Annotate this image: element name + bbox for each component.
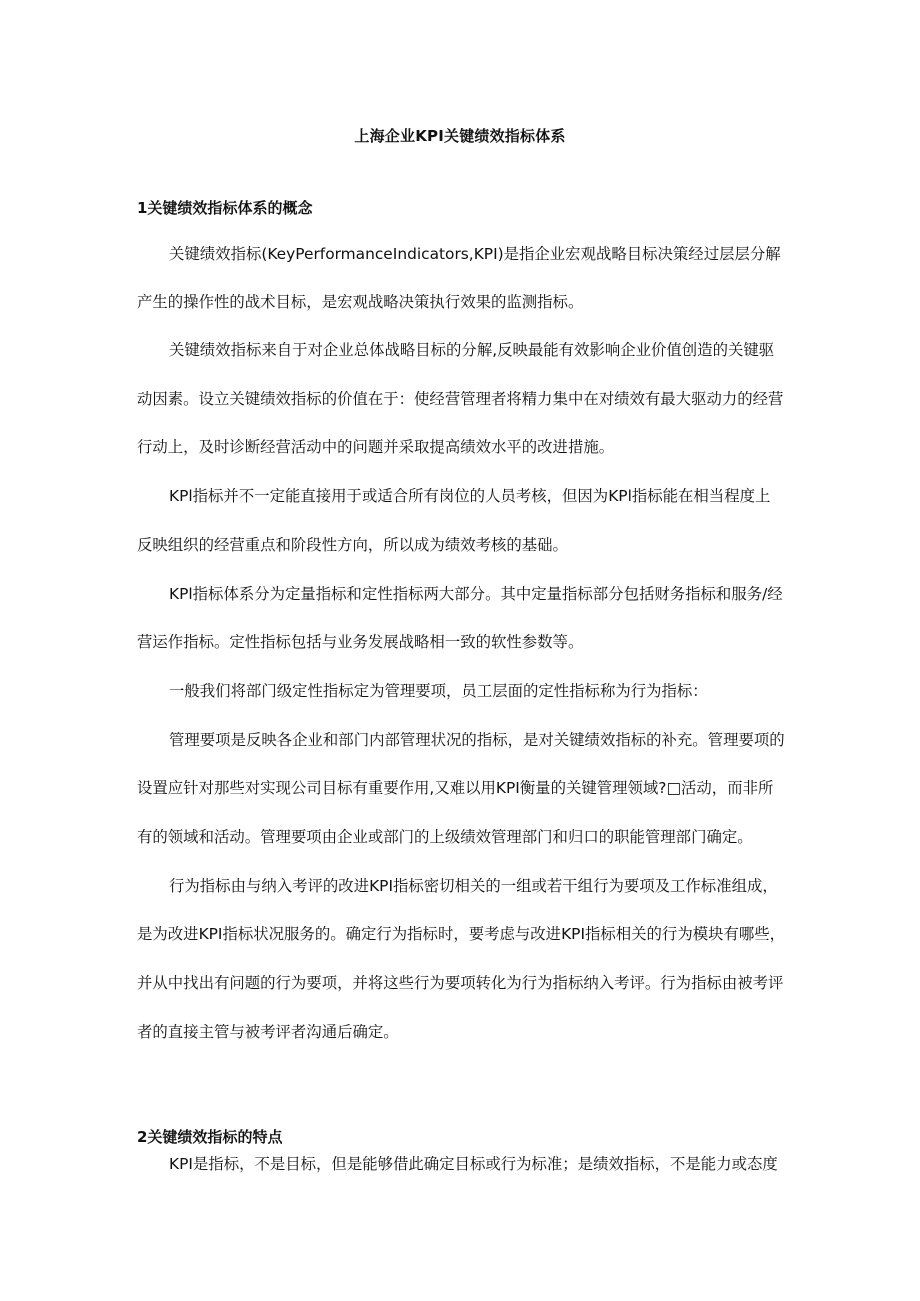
paragraph-line: 行动上，及时诊断经营活动中的问题并采取提高绩效水平的改进措施。 [137,438,615,456]
paragraph-line: KPI是指标，不是目标，但是能够借此确定目标或行为标准；是绩效指标，不是能力或态度 [169,1155,778,1173]
paragraph-line: KPl指标体系分为定量指标和定性指标两大部分。其中定量指标部分包括财务指标和服务/经 [169,585,783,603]
paragraph-line: 产生的操作性的战术目标，是宏观战略决策执行效果的监测指标。 [137,293,584,311]
paragraph-line: 是为改进KPI指标状况服务的。确定行为指标时，要考虑与改进KPI指标相关的行为模块有哪些， [137,925,786,943]
paragraph-line: 者的直接主管与被考评者沟通后确定。 [137,1023,399,1041]
paragraph-line: 设置应针对那些对实现公司目标有重要作用,又难以用KPI衡量的关键管理领域?□活动，而非所 [137,779,774,797]
document-title: 上海企业KPI关键绩效指标体系 [354,127,566,145]
paragraph-line: 关键绩效指标来自于对企业总体战略目标的分解,反映最能有效影响企业价值创造的关键驱 [169,341,775,359]
paragraph-line: 行为指标由与纳入考评的改进KPI指标密切相关的一组或若干组行为要项及工作标准组成， [169,877,778,895]
paragraph-line: 动因素。设立关键绩效指标的价值在于：使经营管理者将精力集中在对绩效有最大驱动力的经营 [137,390,784,408]
paragraph-line: 有的领域和活动。管理要项由企业或部门的上级绩效管理部门和归口的职能管理部门确定。 [137,828,753,846]
paragraph-line: 管理要项是反映各企业和部门内部管理状况的指标，是对关键绩效指标的补充。管理要项的 [169,731,785,749]
paragraph-line: 一般我们将部门级定性指标定为管理要项，员工层面的定性指标称为行为指标： [169,682,708,700]
paragraph-line: KPl指标并不一定能直接用于或适合所有岗位的人员考核，但因为KPl指标能在相当程度上 [169,487,771,505]
paragraph-line: 关键绩效指标(KeyPerformanceIndicators,KPI)是指企业宏观战略目标决策经过层层分解 [169,245,781,263]
paragraph-line: 并从中找出有问题的行为要项，并将这些行为要项转化为行为指标纳入考评。行为指标由被考评 [137,974,784,992]
section-1-heading: 1关键绩效指标体系的概念 [137,199,313,217]
paragraph-line: 反映组织的经营重点和阶段性方向，所以成为绩效考核的基础。 [137,536,568,554]
paragraph-line: 营运作指标。定性指标包括与业务发展战略相一致的软性参数等。 [137,633,584,651]
section-2-heading: 2关键绩效指标的特点 [137,1128,283,1146]
